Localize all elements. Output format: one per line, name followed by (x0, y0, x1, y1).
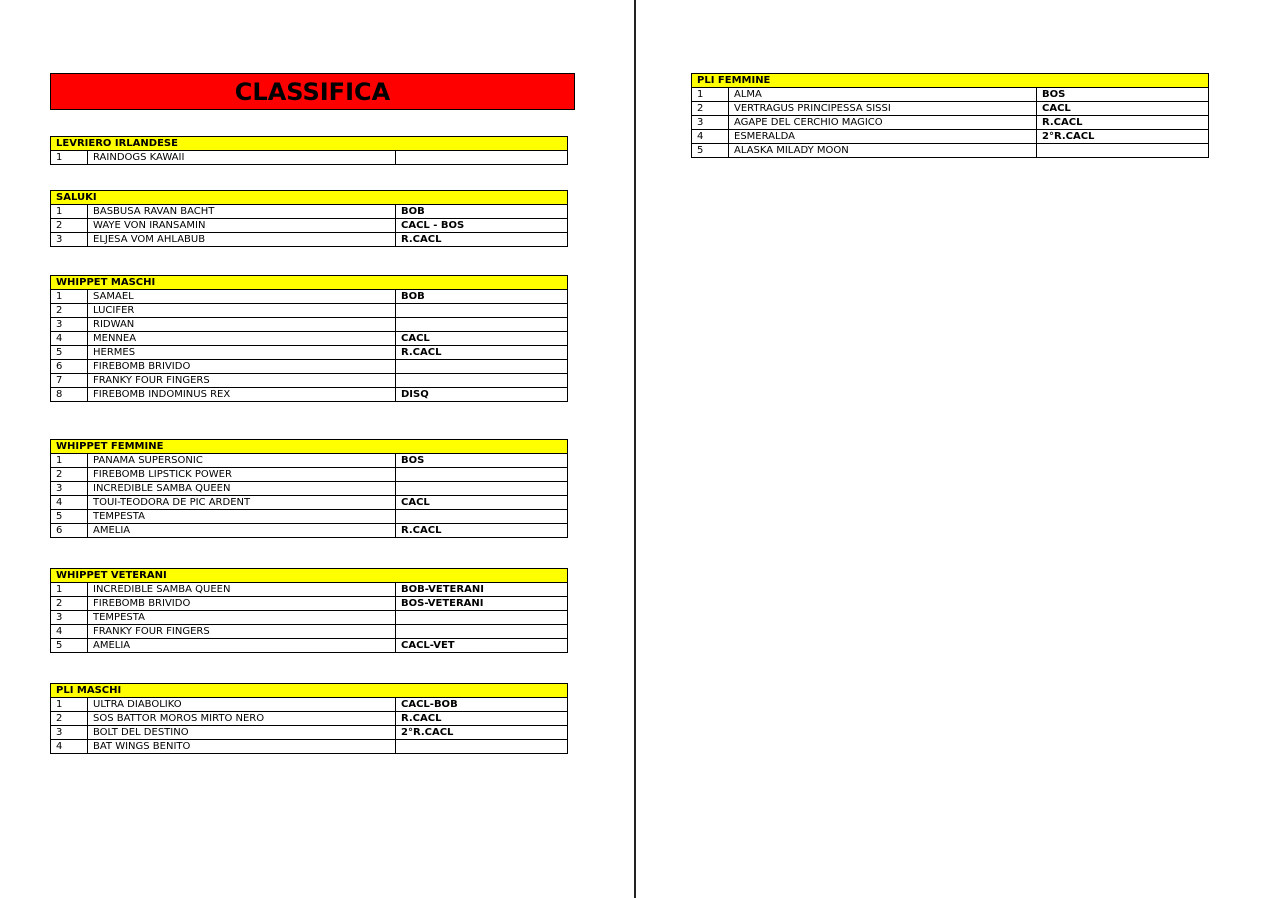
award-cell: CACL (396, 332, 568, 346)
award-cell: CACL-VET (396, 639, 568, 653)
award-cell (396, 482, 568, 496)
category-table (50, 136, 568, 165)
dog-name-cell: ESMERALDA (729, 130, 1037, 144)
table-row (51, 151, 568, 165)
table-row (692, 144, 1209, 158)
position-cell: 1 (51, 454, 88, 468)
table-row (51, 318, 568, 332)
position-cell: 4 (51, 740, 88, 754)
category-header: WHIPPET VETERANI (51, 569, 568, 583)
award-cell (396, 374, 568, 388)
dog-name-cell: FRANKY FOUR FINGERS (88, 625, 396, 639)
award-cell: BOS (396, 454, 568, 468)
table-row (51, 726, 568, 740)
category-table (50, 439, 568, 538)
dog-name-cell: RAINDOGS KAWAII (88, 151, 396, 165)
table-row (51, 233, 568, 247)
position-cell: 5 (51, 639, 88, 653)
dog-name-cell: AMELIA (88, 524, 396, 538)
position-cell: 3 (51, 611, 88, 625)
award-cell (396, 611, 568, 625)
table-row (51, 496, 568, 510)
position-cell: 5 (692, 144, 729, 158)
position-cell: 1 (51, 583, 88, 597)
award-cell: 2°R.CACL (1037, 130, 1209, 144)
dog-name-cell: LUCIFER (88, 304, 396, 318)
award-cell: BOB (396, 205, 568, 219)
dog-name-cell: BASBUSA RAVAN BACHT (88, 205, 396, 219)
award-cell: R.CACL (1037, 116, 1209, 130)
table-row (51, 332, 568, 346)
dog-name-cell: ALMA (729, 88, 1037, 102)
award-cell (396, 510, 568, 524)
dog-name-cell: AGAPE DEL CERCHIO MAGICO (729, 116, 1037, 130)
position-cell: 1 (692, 88, 729, 102)
position-cell: 6 (51, 360, 88, 374)
table-row (51, 524, 568, 538)
page-divider (634, 0, 636, 898)
position-cell: 5 (51, 346, 88, 360)
dog-name-cell: TEMPESTA (88, 611, 396, 625)
dog-name-cell: FIREBOMB BRIVIDO (88, 597, 396, 611)
position-cell: 4 (692, 130, 729, 144)
dog-name-cell: INCREDIBLE SAMBA QUEEN (88, 482, 396, 496)
table-row (692, 102, 1209, 116)
dog-name-cell: SAMAEL (88, 290, 396, 304)
award-cell: R.CACL (396, 524, 568, 538)
dog-name-cell: PANAMA SUPERSONIC (88, 454, 396, 468)
table-row (51, 639, 568, 653)
table-row (51, 510, 568, 524)
award-cell: BOS (1037, 88, 1209, 102)
table-row (692, 130, 1209, 144)
dog-name-cell: WAYE VON IRANSAMIN (88, 219, 396, 233)
dog-name-cell: TOUI-TEODORA DE PIC ARDENT (88, 496, 396, 510)
category-header: PLI MASCHI (51, 684, 568, 698)
dog-name-cell: FIREBOMB BRIVIDO (88, 360, 396, 374)
table-row (51, 304, 568, 318)
award-cell: R.CACL (396, 712, 568, 726)
award-cell: CACL (396, 496, 568, 510)
table-row (51, 468, 568, 482)
dog-name-cell: VERTRAGUS PRINCIPESSA SISSI (729, 102, 1037, 116)
category-table (50, 190, 568, 247)
table-row (51, 360, 568, 374)
award-cell (396, 360, 568, 374)
award-cell: BOS-VETERANI (396, 597, 568, 611)
table-row (51, 388, 568, 402)
category-header: SALUKI (51, 191, 568, 205)
table-row (51, 374, 568, 388)
table-row (692, 116, 1209, 130)
position-cell: 2 (51, 597, 88, 611)
dog-name-cell: HERMES (88, 346, 396, 360)
award-cell: R.CACL (396, 346, 568, 360)
category-table (50, 683, 568, 754)
category-table (50, 568, 568, 653)
position-cell: 2 (51, 219, 88, 233)
award-cell (396, 625, 568, 639)
table-row (51, 219, 568, 233)
position-cell: 4 (51, 332, 88, 346)
position-cell: 7 (51, 374, 88, 388)
position-cell: 3 (51, 482, 88, 496)
award-cell: R.CACL (396, 233, 568, 247)
position-cell: 1 (51, 151, 88, 165)
category-header: WHIPPET FEMMINE (51, 440, 568, 454)
award-cell: 2°R.CACL (396, 726, 568, 740)
category-header: PLI FEMMINE (692, 74, 1209, 88)
page-title: CLASSIFICA (50, 73, 575, 110)
award-cell: BOB (396, 290, 568, 304)
category-header: LEVRIERO IRLANDESE (51, 137, 568, 151)
position-cell: 5 (51, 510, 88, 524)
dog-name-cell: ELJESA VOM AHLABUB (88, 233, 396, 247)
table-row (692, 88, 1209, 102)
award-cell (396, 468, 568, 482)
award-cell: CACL-BOB (396, 698, 568, 712)
award-cell (396, 151, 568, 165)
dog-name-cell: TEMPESTA (88, 510, 396, 524)
table-row (51, 597, 568, 611)
dog-name-cell: BOLT DEL DESTINO (88, 726, 396, 740)
position-cell: 4 (51, 625, 88, 639)
position-cell: 3 (51, 318, 88, 332)
table-row (51, 698, 568, 712)
position-cell: 1 (51, 205, 88, 219)
position-cell: 2 (51, 468, 88, 482)
position-cell: 3 (51, 726, 88, 740)
table-row (51, 290, 568, 304)
table-row (51, 740, 568, 754)
award-cell (396, 318, 568, 332)
dog-name-cell: ALASKA MILADY MOON (729, 144, 1037, 158)
position-cell: 1 (51, 698, 88, 712)
award-cell: DISQ (396, 388, 568, 402)
dog-name-cell: MENNEA (88, 332, 396, 346)
award-cell: CACL - BOS (396, 219, 568, 233)
position-cell: 4 (51, 496, 88, 510)
table-row (51, 346, 568, 360)
award-cell (396, 740, 568, 754)
position-cell: 2 (51, 712, 88, 726)
dog-name-cell: SOS BATTOR MOROS MIRTO NERO (88, 712, 396, 726)
position-cell: 2 (692, 102, 729, 116)
dog-name-cell: INCREDIBLE SAMBA QUEEN (88, 583, 396, 597)
award-cell (1037, 144, 1209, 158)
award-cell: CACL (1037, 102, 1209, 116)
category-table (50, 275, 568, 402)
position-cell: 2 (51, 304, 88, 318)
position-cell: 3 (692, 116, 729, 130)
dog-name-cell: AMELIA (88, 639, 396, 653)
award-cell: BOB-VETERANI (396, 583, 568, 597)
position-cell: 8 (51, 388, 88, 402)
table-row (51, 712, 568, 726)
dog-name-cell: ULTRA DIABOLIKO (88, 698, 396, 712)
table-row (51, 611, 568, 625)
dog-name-cell: RIDWAN (88, 318, 396, 332)
position-cell: 1 (51, 290, 88, 304)
table-row (51, 625, 568, 639)
dog-name-cell: FIREBOMB INDOMINUS REX (88, 388, 396, 402)
table-row (51, 482, 568, 496)
award-cell (396, 304, 568, 318)
position-cell: 3 (51, 233, 88, 247)
category-table (691, 73, 1209, 158)
dog-name-cell: FRANKY FOUR FINGERS (88, 374, 396, 388)
dog-name-cell: FIREBOMB LIPSTICK POWER (88, 468, 396, 482)
position-cell: 6 (51, 524, 88, 538)
category-header: WHIPPET MASCHI (51, 276, 568, 290)
table-row (51, 205, 568, 219)
table-row (51, 454, 568, 468)
table-row (51, 583, 568, 597)
dog-name-cell: BAT WINGS BENITO (88, 740, 396, 754)
